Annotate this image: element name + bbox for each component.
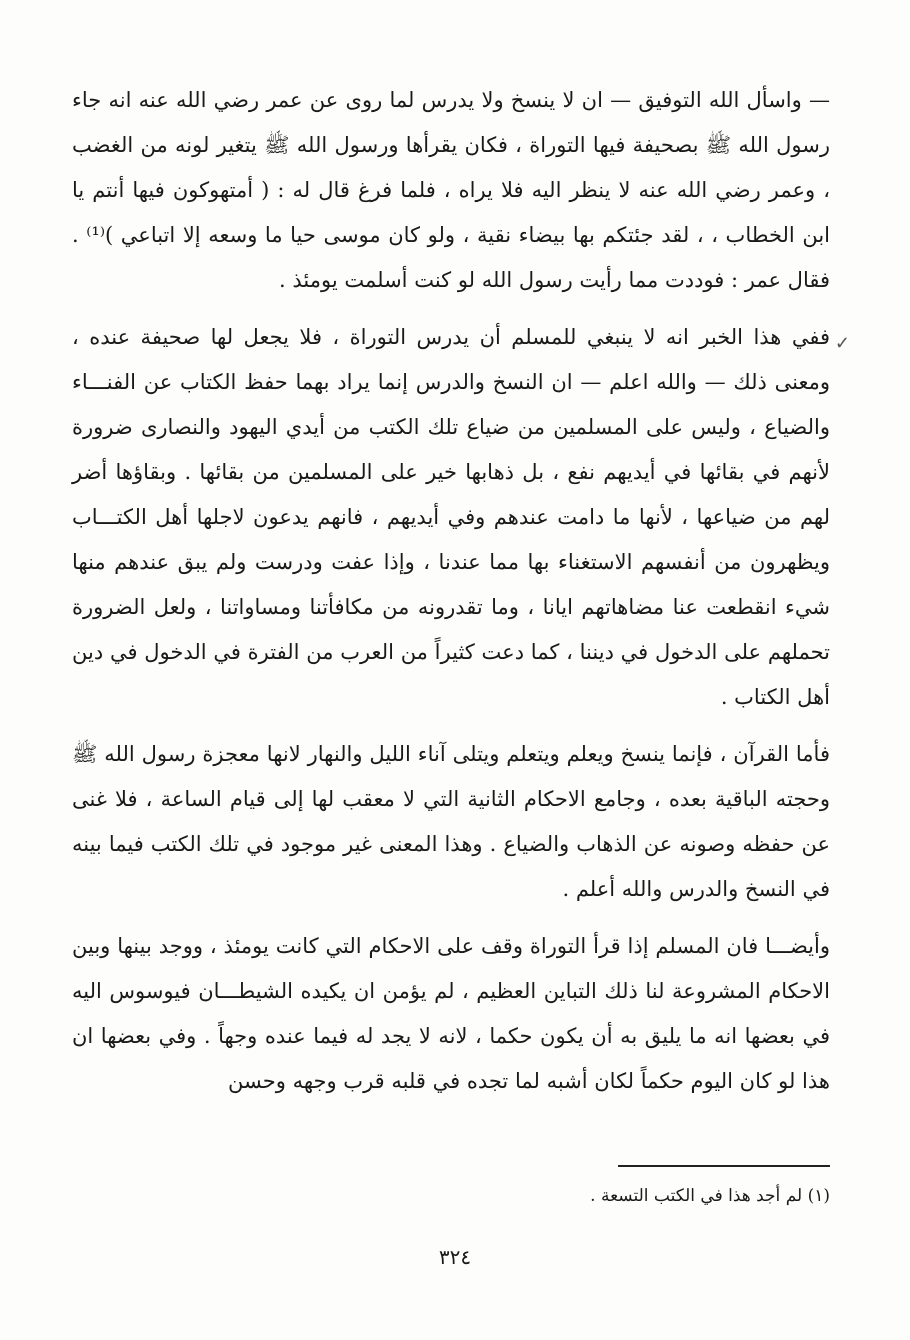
main-text	[72, 78, 830, 1104]
page-number: ٣٢٤	[438, 1245, 472, 1269]
paragraph-4: وأيضـــا فان المسلم إذا قرأ التوراة وقف على الاحكام التي كانت يومئذ ، ووجد بينها وبين الاحكام المشروعة لنا ذلك التباين العظيم ، لم يؤمن ان يكيده الشيطـــان فيوسوس اليه في بعضها انه ما يليق به أن يكون حكما ، لانه لا يجد له فيما عنده وجهاً . وفي بعضها ان هذا لو كان اليوم حكماً لكان أشبه لما تجده في قلبه قرب وجهه وحسن	[72, 934, 830, 1093]
footnote-divider	[618, 1165, 830, 1167]
paragraph-1: — واسأل الله التوفيق — ان لا ينسخ ولا يدرس لما روى عن عمر رضي الله عنه انه جاء رسول الله ﷺ بصحيفة فيها التوراة ، فكان يقرأها ورسول الله ﷺ يتغير لونه من الغضب ، وعمر رضي الله عنه لا ينظر اليه فلا يراه ، فلما فرغ قال له : ( أمتهوكون فيها أنتم يا ابن الخطاب ، ، لقد جئتكم بها بيضاء نقية ، ولو كان موسى حيا ما وسعه إلا اتباعي )⁽¹⁾ . فقال عمر : فوددت مما رأيت رسول الله لو كنت أسلمت يومئذ .	[72, 88, 830, 292]
paragraph-3: فأما القرآن ، فإنما ينسخ ويعلم ويتعلم ويتلى آناء الليل والنهار لانها معجزة رسول الله ﷺ وحجته الباقية بعده ، وجامع الاحكام الثانية التي لا معقب لها إلى قيام الساعة ، فلا غنى عن حفظه وصونه عن الذهاب والضياع . وهذا المعنى غير موجود في تلك الكتب فيما بينه في النسخ والدرس والله أعلم .	[72, 742, 830, 901]
margin-check-mark: ✓	[834, 333, 850, 354]
paragraph-2: ففي هذا الخبر انه لا ينبغي للمسلم أن يدرس التوراة ، فلا يجعل لها صحيفة عنده ، ومعنى ذلك — والله اعلم — ان النسخ والدرس إنما يراد بهما حفظ الكتاب عن الفنـــاء والضياع ، وليس على المسلمين من ضياع تلك الكتب من أيدي اليهود والنصارى ضرورة لأنهم في بقائها في أيديهم نفع ، بل ذهابها خير على المسلمين من بقائها . وبقاؤها أضر لهم من ضياعها ، لأنها ما دامت عندهم وفي أيديهم ، فانهم يدعون لاجلها أهل الكتـــاب ويظهرون من أنفسهم الاستغناء بها مما عندنا ، وإذا عفت ودرست ولم يبق عندهم منها شيء انقطعت عنا مضاهاتهم ايانا ، وما تقدرونه من مكافأتنا ومساواتنا ، ولعل الضرورة تحملهم على الدخول في ديننا ، كما دعت كثيراً من العرب من الفترة في الدخول في دين أهل الكتاب .	[72, 325, 830, 709]
footnote: (١) لم أجد هذا في الكتب التسعة .	[590, 1186, 830, 1206]
